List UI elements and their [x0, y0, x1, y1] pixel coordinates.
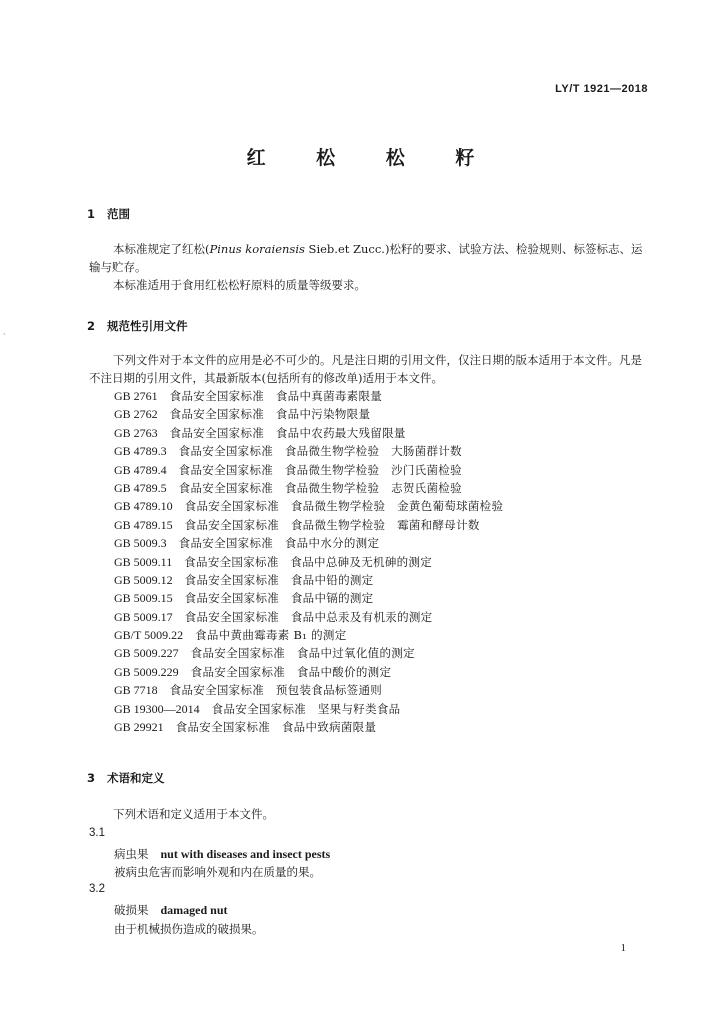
reference-code: GB 7718 — [114, 683, 158, 698]
reference-title: 食品安全国家标准 食品微生物学检验 金黄色葡萄球菌检验 — [184, 499, 504, 514]
reference-title: 食品安全国家标准 食品中总砷及无机砷的测定 — [184, 554, 433, 569]
term-entry — [114, 846, 330, 862]
reference-title: 食品安全国家标准 食品微生物学检验 霉菌和酵母计数 — [184, 517, 480, 532]
reference-code: GB 4789.4 — [114, 462, 167, 477]
reference-title: 食品安全国家标准 食品中致病菌限量 — [175, 720, 377, 735]
reference-title: 食品安全国家标准 食品中过氧化值的测定 — [190, 646, 415, 661]
reference-title: 食品安全国家标准 预包装食品标签通则 — [169, 683, 383, 698]
section-heading — [87, 318, 188, 334]
term-en: damaged nut — [160, 903, 228, 917]
reference-title: 食品安全国家标准 食品中污染物限量 — [169, 407, 371, 422]
section-heading — [87, 206, 130, 222]
term-number: 3.1 — [89, 827, 105, 839]
reference-item — [114, 534, 503, 552]
reference-item — [114, 663, 503, 681]
reference-code: GB 2762 — [114, 407, 158, 422]
term-zh: 破损果 — [114, 903, 149, 917]
applicability-paragraph: 本标准适用于食用红松松籽原料的质量等级要求。 — [113, 278, 366, 292]
reference-title: 食品安全国家标准 食品中水分的测定 — [178, 536, 380, 551]
standard-code: LY/T 1921—2018 — [555, 83, 648, 95]
reference-code: GB 5009.227 — [114, 646, 179, 661]
reference-code: GB 2761 — [114, 389, 158, 403]
reference-title: 食品安全国家标准 食品中铅的测定 — [184, 572, 374, 587]
reference-code: GB 5009.12 — [114, 572, 173, 587]
term-entry — [114, 902, 228, 918]
reference-title: 食品安全国家标准 食品中真菌毒素限量 — [169, 389, 383, 403]
document-title: 红 松 松 籽 — [246, 147, 497, 169]
reference-item — [114, 424, 503, 442]
reference-list — [114, 387, 503, 736]
reference-item — [114, 461, 503, 479]
reference-code: GB 2763 — [114, 425, 158, 440]
term-definition: 由于机械损伤造成的破损果。 — [114, 922, 264, 936]
term-definition: 被病虫危害而影响外观和内在质量的果。 — [114, 865, 321, 879]
section-title: 规范性引用文件 — [107, 319, 188, 333]
section-title: 术语和定义 — [107, 771, 165, 785]
reference-item — [114, 718, 503, 736]
reference-code: GB 4789.3 — [114, 444, 167, 459]
terms-intro: 下列术语和定义适用于本文件。 — [113, 807, 274, 821]
reference-item — [114, 405, 503, 423]
section-number: 2 — [87, 319, 96, 333]
reference-item — [114, 553, 503, 571]
reference-item — [114, 608, 503, 626]
reference-code: GB 4789.10 — [114, 499, 173, 514]
reference-item — [114, 571, 503, 589]
reference-item — [114, 644, 503, 662]
reference-title: 食品安全国家标准 食品微生物学检验 大肠菌群计数 — [178, 444, 462, 459]
section-number: 1 — [87, 207, 96, 221]
term-zh: 病虫果 — [114, 847, 149, 861]
reference-code: GB/T 5009.22 — [114, 628, 184, 643]
references-intro: 下列文件对于本文件的应用是必不可少的。凡是注日期的引用文件，仅注日期的版本适用于本文件。凡是不注日期的引用文件，其最新版本(包括所有的修改单)适用于本文件。 — [89, 353, 642, 385]
reference-title: 食品安全国家标准 食品中总汞及有机汞的测定 — [184, 609, 433, 624]
reference-code: GB 5009.229 — [114, 664, 179, 679]
reference-code: GB 4789.15 — [114, 517, 173, 532]
reference-item — [114, 442, 503, 460]
reference-code: GB 5009.17 — [114, 609, 173, 624]
reference-title: 食品安全国家标准 食品微生物学检验 沙门氏菌检验 — [178, 462, 462, 477]
page-number: 1 — [620, 942, 626, 954]
margin-mark: · — [3, 330, 6, 339]
reference-code: GB 29921 — [114, 720, 164, 735]
scope-text-cont: Sieb.et Zucc.)松籽的要求、试验方法、检验规则、标签标志、运输与贮存。 — [89, 242, 643, 274]
reference-item — [114, 479, 503, 497]
reference-item — [114, 681, 503, 699]
reference-item — [114, 497, 503, 515]
term-number: 3.2 — [89, 883, 105, 895]
reference-code: GB 19300—2014 — [114, 701, 200, 716]
scope-paragraph — [89, 240, 651, 276]
reference-item — [114, 516, 503, 534]
reference-title: 食品安全国家标准 食品中农药最大残留限量 — [169, 425, 406, 440]
scope-text: 本标准规定了红松( — [113, 242, 210, 256]
latin-name: Pinus koraiensis — [209, 242, 305, 256]
reference-title: 食品中黄曲霉毒素 B₁ 的测定 — [195, 628, 347, 643]
reference-code: GB 4789.5 — [114, 480, 167, 495]
section-number: 3 — [87, 771, 96, 785]
reference-item — [114, 700, 503, 718]
reference-title: 食品安全国家标准 食品中镉的测定 — [184, 591, 374, 606]
section-heading — [87, 770, 165, 786]
reference-code: GB 5009.3 — [114, 536, 167, 551]
reference-item — [114, 589, 503, 607]
reference-title: 食品安全国家标准 食品微生物学检验 志贺氏菌检验 — [178, 480, 462, 495]
reference-title: 食品安全国家标准 坚果与籽类食品 — [211, 701, 401, 716]
reference-title: 食品安全国家标准 食品中酸价的测定 — [190, 664, 392, 679]
reference-item — [114, 387, 503, 405]
reference-code: GB 5009.15 — [114, 591, 173, 606]
reference-item — [114, 626, 503, 644]
section-title: 范围 — [107, 207, 130, 221]
reference-code: GB 5009.11 — [114, 554, 173, 569]
term-en: nut with diseases and insect pests — [160, 847, 331, 861]
